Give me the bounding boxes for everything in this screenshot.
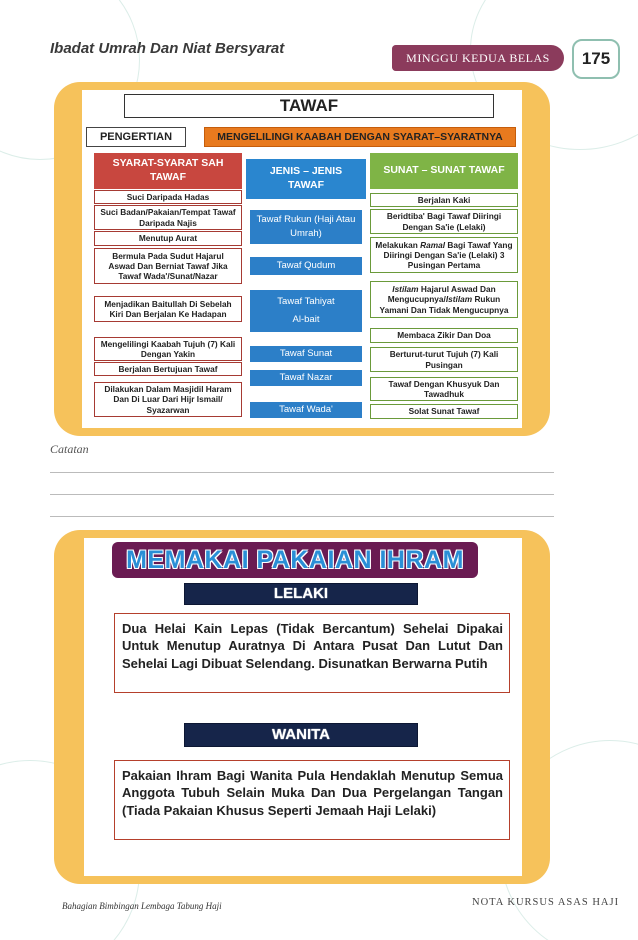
sunnah-item: Berturut-turut Tujuh (7) Kali Pusingan (370, 347, 518, 372)
type-item: Tawaf Qudum (250, 257, 362, 275)
requirements-header: SYARAT-SYARAT SAH TAWAF (94, 153, 242, 189)
male-text: Dua Helai Kain Lepas (Tidak Bercantum) Sehelai Dipakai Untuk Menutup Auratnya Di Antara Pusat Dan Lutut Dan Sehelai Lagi Dibuat Selendang. Disunatkan Berwarna Putih (114, 613, 510, 693)
female-label: WANITA (184, 723, 418, 747)
sunnah-item: Beridtiba' Bagi Tawaf Diiringi Dengan Sa'ie (Lelaki) (370, 209, 518, 234)
sunnah-text-italic: Ramal (420, 239, 446, 250)
tawaf-title: TAWAF (124, 94, 494, 118)
sunnah-item (370, 237, 518, 273)
definition-text: MENGELILINGI KAABAH DENGAN SYARAT–SYARATNYA (204, 127, 516, 147)
type-item: Tawaf Rukun (Haji Atau Umrah) (250, 210, 362, 244)
sunnah-item-text (374, 284, 514, 314)
sunnah-text-italic: Istilam (445, 294, 473, 305)
ihram-title: MEMAKAI PAKAIAN IHRAM (112, 542, 478, 578)
footer-left: Bahagian Bimbingan Lembaga Tabung Haji (62, 901, 222, 911)
type-item: Tawaf Sunat (250, 346, 362, 362)
requirement-item: Berjalan Bertujuan Tawaf (94, 362, 242, 376)
sunnah-item: Tawaf Dengan Khusyuk Dan Tawadhuk (370, 377, 518, 401)
sunnah-text-part: Rukun Yamani Dan Tidak Mengucupnya (379, 294, 509, 315)
male-label: LELAKI (184, 583, 418, 605)
requirement-item: Menjadikan Baitullah Di Sebelah Kiri Dan Berjalan Ke Hadapan (94, 296, 242, 322)
female-text: Pakaian Ihram Bagi Wanita Pula Hendaklah Menutup Semua Anggota Tubuh Selain Muka Dan Dua Pergelangan Tangan (Tiada Pakaian Khusus Seperti Jemaah Haji Lelaki) (114, 760, 510, 840)
sunnah-item: Berjalan Kaki (370, 193, 518, 207)
week-badge: MINGGU KEDUA BELAS (392, 45, 564, 71)
sunnah-text-part: Melakukan (375, 239, 418, 250)
note-line (50, 472, 554, 473)
requirement-item: Mengelilingi Kaabah Tujuh (7) Kali Dengan Yakin (94, 337, 242, 361)
definition-label: PENGERTIAN (86, 127, 186, 147)
sunnah-text-part: Hajarul Aswad Dan Mengucupnya/ (387, 284, 496, 305)
sunnah-item (370, 281, 518, 318)
sunnah-text-italic: Istilam (392, 284, 419, 295)
sunnah-header: SUNAT – SUNAT TAWAF (370, 153, 518, 189)
note-line (50, 494, 554, 495)
notes-label: Catatan (50, 442, 89, 456)
note-line (50, 516, 554, 517)
document-title: Ibadat Umrah Dan Niat Bersyarat (50, 40, 285, 57)
type-item (250, 290, 362, 332)
requirement-item: Suci Daripada Hadas (94, 190, 242, 204)
requirement-item: Dilakukan Dalam Masjidil Haram Dan Di Luar Dari Hijr Ismail/ Syazarwan (94, 382, 242, 417)
footer-right: NOTA KURSUS ASAS HAJI (472, 897, 620, 908)
requirement-item: Menutup Aurat (94, 231, 242, 246)
type-item: Tawaf Wada' (250, 402, 362, 418)
requirement-item: Bermula Pada Sudut Hajarul Aswad Dan Berniat Tawaf Jika Tawaf Wada'/Sunat/Nazar (94, 248, 242, 284)
requirement-item: Suci Badan/Pakaian/Tempat Tawaf Daripada Najis (94, 205, 242, 230)
type-item-line: Tawaf Tahiyat (277, 296, 335, 308)
page-number: 175 (572, 39, 620, 79)
sunnah-item: Membaca Zikir Dan Doa (370, 328, 518, 343)
type-item: Tawaf Nazar (250, 370, 362, 386)
sunnah-text-part: Bagi Tawaf Yang Diiringi Dengan Sa'ie (Lelaki) 3 Pusingan Pertama (383, 239, 513, 271)
sunnah-item-text (374, 240, 514, 270)
types-header: JENIS – JENIS TAWAF (246, 159, 366, 199)
sunnah-item: Solat Sunat Tawaf (370, 404, 518, 419)
type-item-line: Al-bait (292, 313, 320, 325)
